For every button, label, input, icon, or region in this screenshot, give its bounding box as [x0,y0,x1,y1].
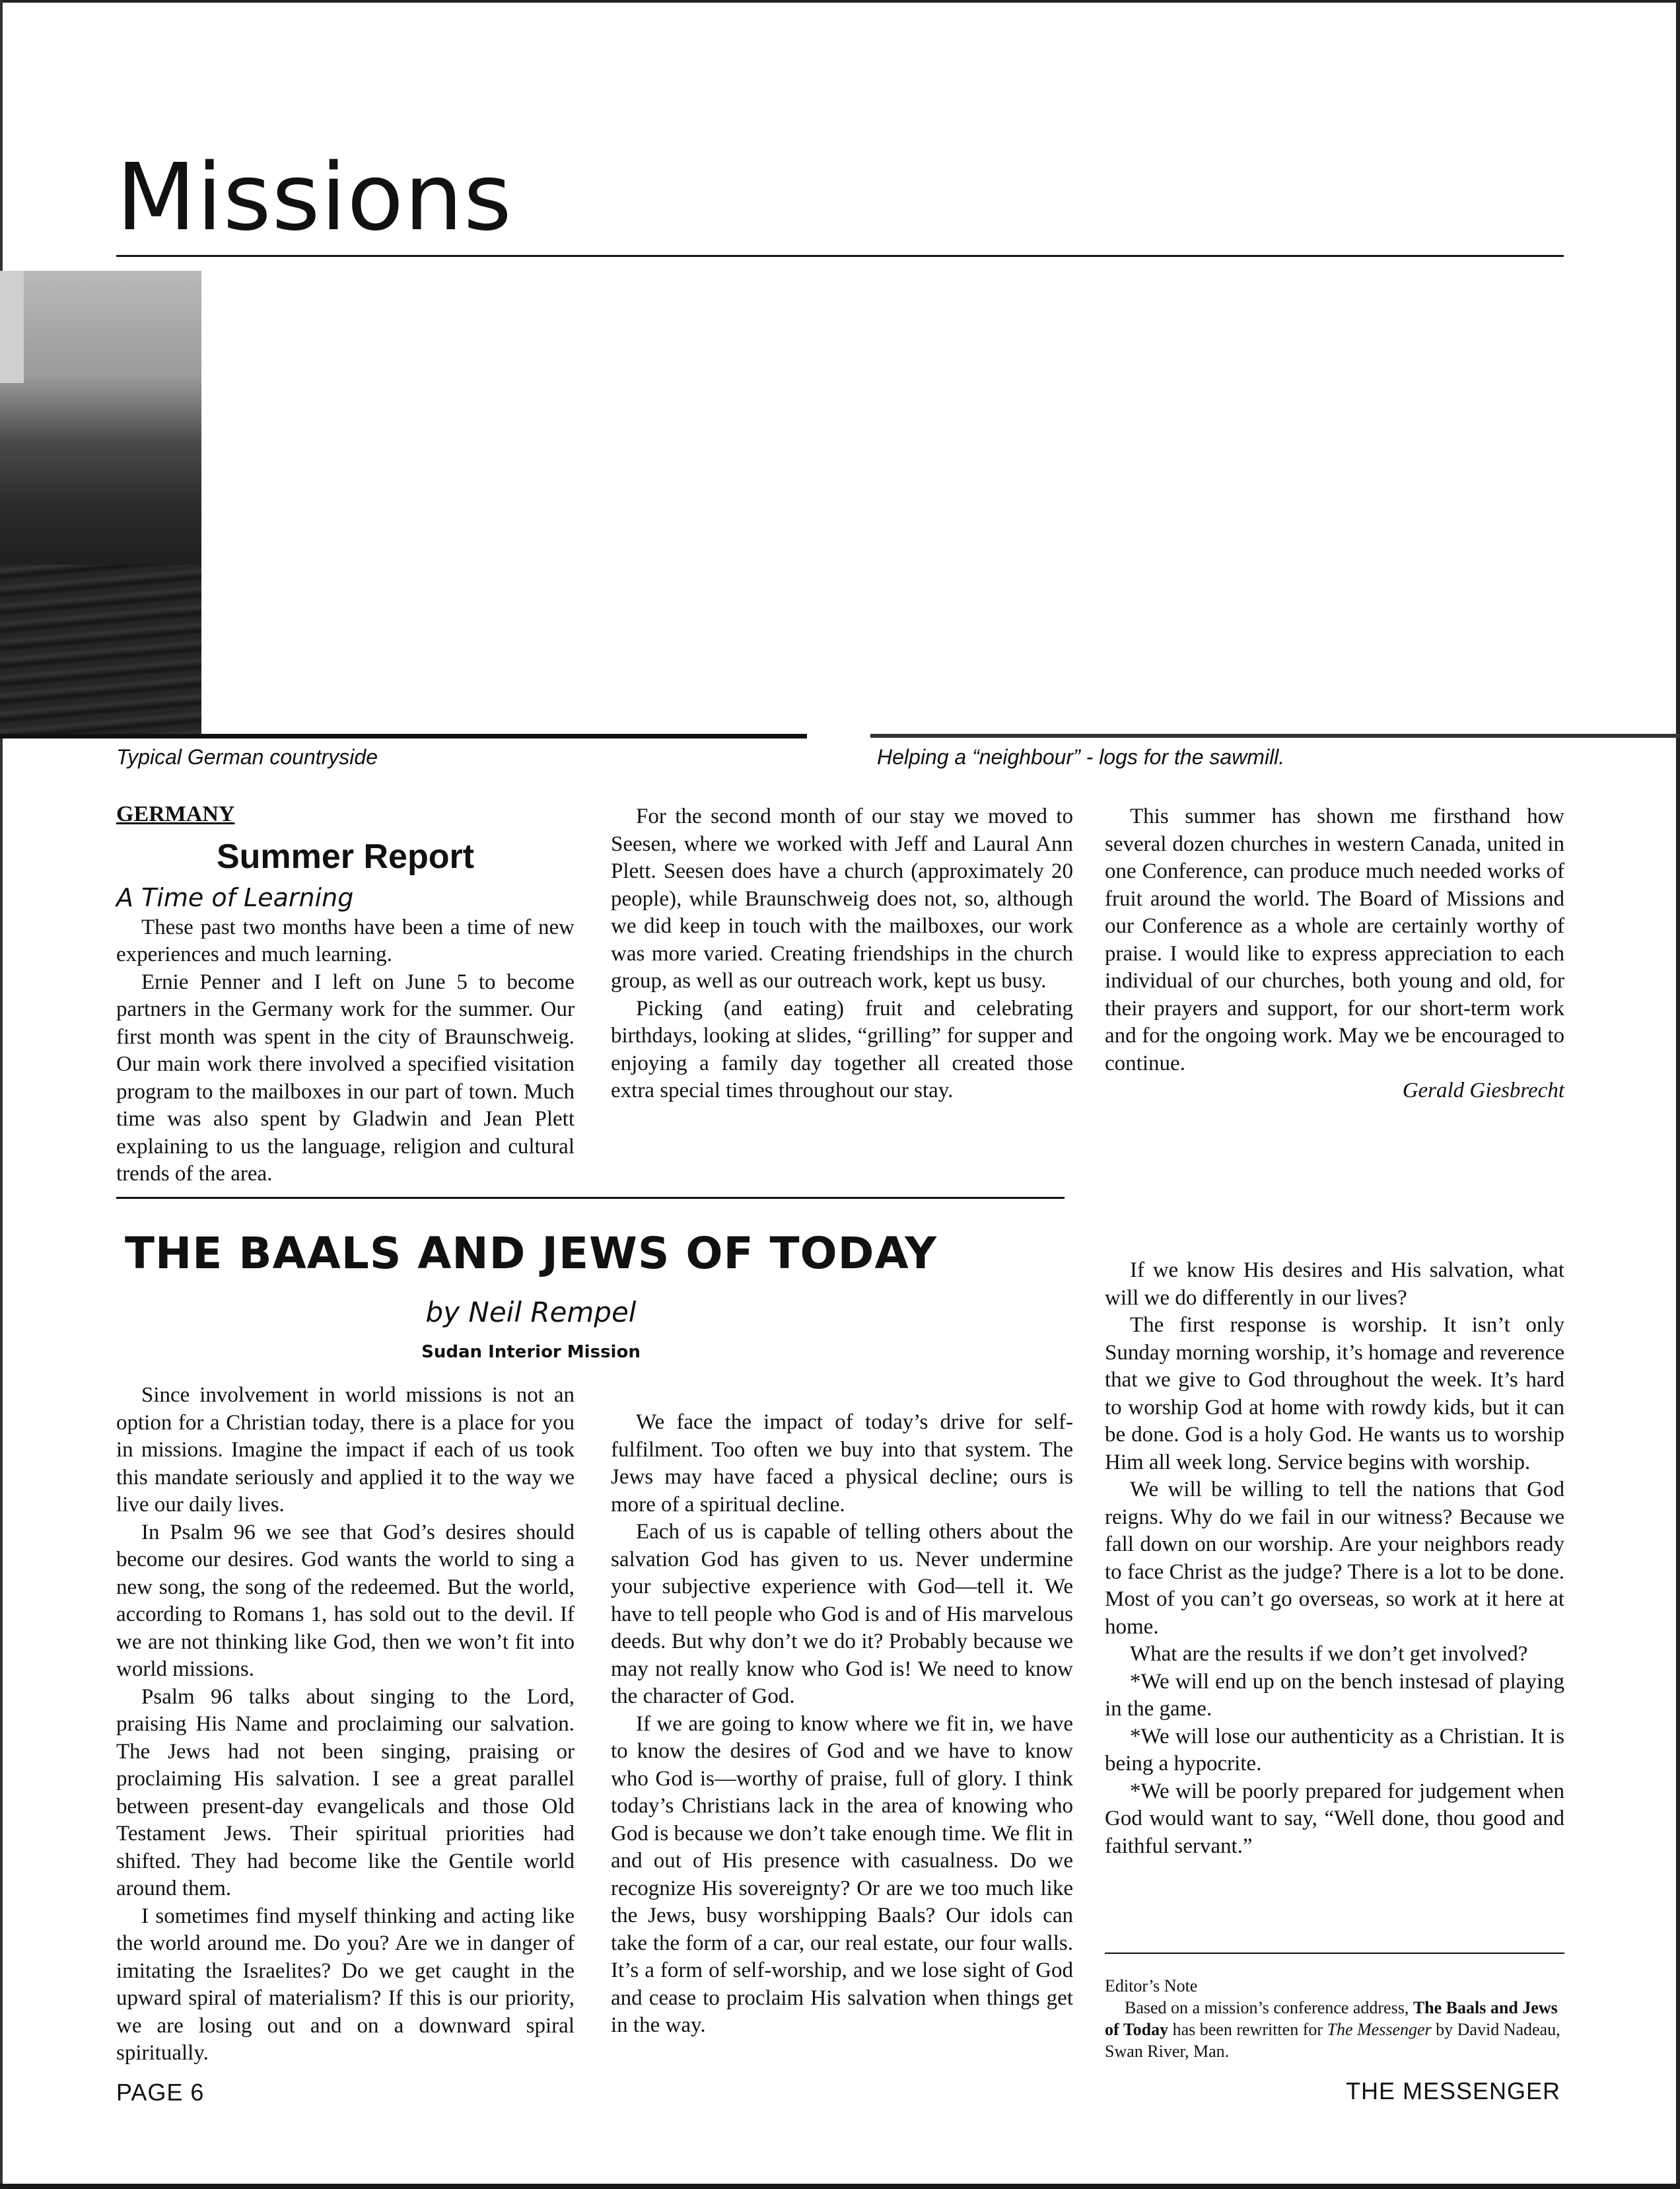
editor-note-publication: The Messenger [1327,2020,1432,2039]
article-paragraph: In Psalm 96 we see that God’s desires should become our desires. God wants the world to sing a new song, the song of the redeemed. But the world, according to Romans 1, has sold out to the devil. If we are not thinking like God, then we won’t fit into world missions. [116,1520,575,1681]
page-number: PAGE 6 [116,2079,205,2106]
article-paragraph: The first response is worship. It isn’t only Sunday morning worship, it’s homage and reverence that we give to God throughout the week. It’s hard to worship God at home with rowdy kids, but it can be done. God is a holy God. He wants us to worship Him all week long. Service begins with worship. [1105,1313,1564,1474]
left-photo-caption: Typical German countryside [116,745,378,769]
germany-column-3 [1105,803,1564,1105]
article-organization: Sudan Interior Mission [421,1342,641,1362]
countryside-photo-sky [0,271,24,383]
editor-note-rule [1105,1953,1564,1954]
article-title: THE BAALS AND JEWS OF TODAY [124,1228,938,1279]
article-bullet: *We will lose our authenticity as a Christian. It is being a hypocrite. [1105,1724,1564,1776]
germany-paragraph: For the second month of our stay we moved to Seesen, where we worked with Jeff and Laural Ann Plett. Seesen does have a church (approximately 20 people), while Braunschweig does not, so, although we did keep in touch with the mailboxes, our work was more varied. Creating friendships in the church group, as well as our outreach work, kept us busy. [611,805,1073,993]
article-paragraph: If we are going to know where we fit in, we have to know the desires of God and we have to know who God is—worthy of praise, full of glory. I think today’s Christians lack in the area of knowing who God is because we don’t take enough time. We flit in and out of His presence with casualness. Do we recognize His sovereignty? Or are we too much like the Jews, busy worshipping Baals? Our idols can take the form of a car, our real estate, our four walls. It’s a form of self-worship, and we lose sight of God and cease to proclaim His salvation when things get in the way. [611,1711,1073,2037]
article-paragraph: Psalm 96 talks about singing to the Lord, praising His Name and proclaiming our salvation. The Jews had not been singing, praising or proclaiming His salvation. I see a great parallel between present-day evangelicals and those Old Testament Jews. Their spiritual priorities had shifted. They had become like the Gentile world around them. [116,1684,575,1900]
article-paragraph: What are the results if we don’t get involved? [1130,1642,1528,1666]
report-title: Summer Report [216,837,475,876]
author-signature: Gerald Giesbrecht [1402,1079,1564,1102]
masthead-rule [116,255,1564,257]
editor-note [1105,1975,1567,2062]
countryside-photo-foreground [0,565,201,736]
editor-note-article-title: The Baals and Jews of Today [1105,1998,1558,2039]
germany-column-1 [116,801,575,1188]
article-column-3 [1105,1257,1564,1860]
article-paragraph: Since involvement in world missions is not an option for a Christian today, there is a place for you in missions. Imagine the impact if each of us took this mandate seriously and applied it to the way we live our daily lives. [116,1383,575,1517]
photo-bottom-rule-left [0,734,807,738]
photo-bottom-rule-right [870,734,1680,738]
publication-name: THE MESSENGER [1346,2077,1561,2104]
germany-paragraph: Ernie Penner and I left on June 5 to become partners in the Germany work for the summer. Our first month was spent in the city of Braunschweig. Our main work there involved a specified visitation program to the mailboxes in our part of town. Much time was also spent by Gladwin and Jean Plett explaining to us the language, religion and cultural trends of the area. [116,970,575,1186]
article-paragraph: We will be willing to tell the nations that God reigns. Why do we fail in our witness? Because we fall down on our worship. Are your neighbors ready to face Christ as the judge? There is a lot to be done. Most of you can’t go overseas, so work at it here at home. [1105,1478,1564,1639]
article-paragraph: If we know His desires and His salvation, what will we do differently in our lives? [1105,1258,1564,1310]
germany-column-2 [611,803,1073,1105]
article-bullet: *We will be poorly prepared for judgement when God would want to say, “Well done, thou good and faithful servant.” [1105,1779,1564,1858]
page-edge-bottom [0,2184,1680,2189]
germany-paragraph: These past two months have been a time of new experiences and much learning. [116,915,575,966]
section-masthead: Missions [116,144,512,252]
article-column-2 [611,1409,1073,2040]
article-paragraph: I sometimes find myself thinking and acting like the world around me. Do you? Are we in danger of imitating the Israelites? Do we get caught in the upward spiral of materialism? If this is our priority, we are losing out and on a downward spiral spiritually. [116,1904,575,2065]
page-edge-right [1676,0,1680,2189]
report-subtitle: A Time of Learning [116,882,354,912]
page-edge-top [0,0,1680,3]
right-photo-caption: Helping a “neighbour” - logs for the sawmill. [877,745,1285,769]
editor-note-body: Based on a mission’s conference address, The Baals and Jews of Today has been rewritten for The Messenger by David Nadeau, Swan River, Man. [1105,1998,1560,2061]
germany-kicker: GERMANY [116,802,235,826]
article-byline: by Neil Rempel [425,1296,637,1328]
germany-paragraph: Picking (and eating) fruit and celebrating birthdays, looking at slides, “grilling” for supper and enjoying a family day together all created those extra special times throughout our stay. [611,996,1073,1102]
article-column-1 [116,1382,575,2067]
article-paragraph: We face the impact of today’s drive for self-fulfilment. Too often we buy into that system. The Jews may have faced a physical decline; ours is more of a spiritual decline. [611,1410,1073,1517]
section-divider [116,1197,1065,1199]
article-paragraph: Each of us is capable of telling others about the salvation God has given to us. Never undermine your subjective experience with God—tell it. We have to tell people who God is and of His marvelous deeds. But why don’t we do it? Probably because we may not really know who God is! We need to know the character of God. [611,1520,1073,1708]
article-bullet: *We will end up on the bench instesad of playing in the game. [1105,1669,1564,1721]
editor-note-label: Editor’s Note [1105,1976,1198,1995]
germany-paragraph: This summer has shown me firsthand how several dozen churches in western Canada, united in one Conference, can produce much needed works of fruit around the world. The Board of Missions and our Conference as a whole are certainly worthy of praise. I would like to express appreciation to each individual of our churches, both young and old, for their prayers and support, for our short-term work and for the ongoing work. May we be encouraged to continue. [1105,805,1564,1075]
